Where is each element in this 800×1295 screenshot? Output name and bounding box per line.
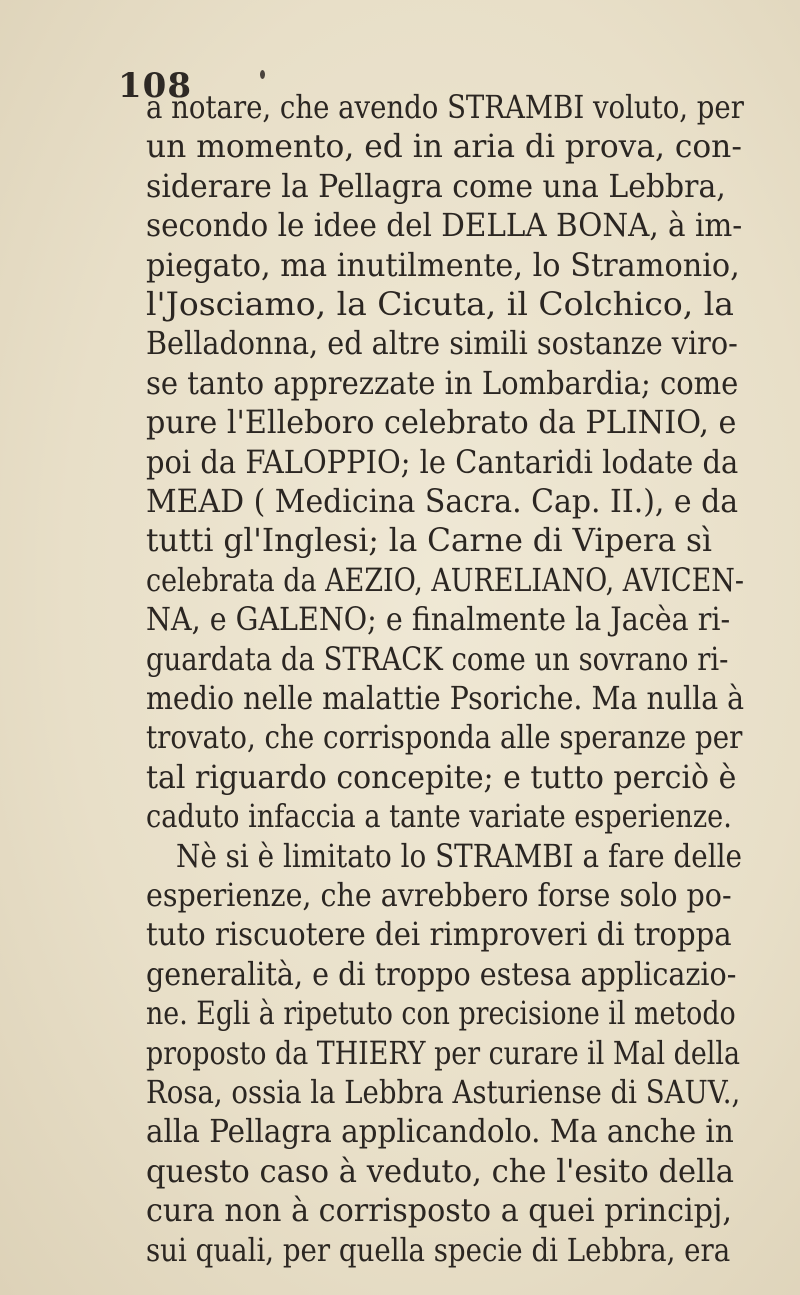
text-line: MEAD ( Medicina Sacra. Cap. II.), e da bbox=[146, 482, 739, 520]
text-line: un momento, ed in aria di prova, con- bbox=[146, 127, 742, 165]
text-line: guardata da STRACK come un sovrano ri- bbox=[146, 640, 729, 678]
text-line: Nè si è limitato lo STRAMBI a fare delle bbox=[176, 837, 742, 875]
text-line: celebrata da AEZIO, AURELIANO, AVICEN- bbox=[146, 561, 744, 599]
text-line: pure l'Elleboro celebrato da PLINIO, e bbox=[146, 403, 737, 441]
text-line: caduto infaccia a tante variate esperienze. bbox=[146, 797, 732, 835]
text-line: piegato, ma inutilmente, lo Stramonio, bbox=[146, 246, 740, 284]
text-line: tuto riscuotere dei rimproveri di troppa bbox=[146, 915, 732, 953]
text-line: medio nelle malattie Psoriche. Ma nulla à bbox=[146, 679, 745, 717]
text-line: l'Josciamo, la Cicuta, il Colchico, la bbox=[146, 285, 734, 323]
text-line: siderare la Pellagra come una Lebbra, bbox=[146, 167, 726, 205]
text-line: ne. Egli à ripetuto con precisione il metodo bbox=[146, 994, 736, 1032]
text-line: Belladonna, ed altre simili sostanze viro- bbox=[146, 324, 738, 362]
text-line: sui quali, per quella specie di Lebbra, era bbox=[146, 1231, 731, 1269]
text-line: poi da FALOPPIO; le Cantaridi lodate da bbox=[146, 443, 739, 481]
text-line: se tanto apprezzate in Lombardia; come bbox=[146, 364, 739, 402]
text-line: proposto da THIERY per curare il Mal della bbox=[146, 1034, 740, 1072]
text-line: cura non à corrisposto a quei principj, bbox=[146, 1191, 732, 1229]
text-line: Rosa, ossia la Lebbra Asturiense di SAUV., bbox=[146, 1073, 741, 1111]
text-line: trovato, che corrisponda alle speranze per bbox=[146, 718, 743, 756]
text-line: NA, e GALENO; e finalmente la Jacèa ri- bbox=[146, 600, 731, 638]
text-line: tutti gl'Inglesi; la Carne di Vipera sì bbox=[146, 521, 712, 559]
ink-speck bbox=[260, 70, 265, 79]
text-line: generalità, e di troppo estesa applicazio- bbox=[146, 955, 737, 993]
text-line: questo caso à veduto, che l'esito della bbox=[146, 1152, 734, 1190]
text-line: secondo le idee del DELLA BONA, à im- bbox=[146, 206, 743, 244]
page-number: 108 bbox=[118, 66, 192, 106]
text-line: a notare, che avendo STRAMBI voluto, per bbox=[146, 88, 744, 126]
text-line: esperienze, che avrebbero forse solo po- bbox=[146, 876, 732, 914]
text-line: tal riguardo concepite; e tutto perciò è bbox=[146, 758, 737, 796]
text-line: alla Pellagra applicandolo. Ma anche in bbox=[146, 1112, 734, 1150]
